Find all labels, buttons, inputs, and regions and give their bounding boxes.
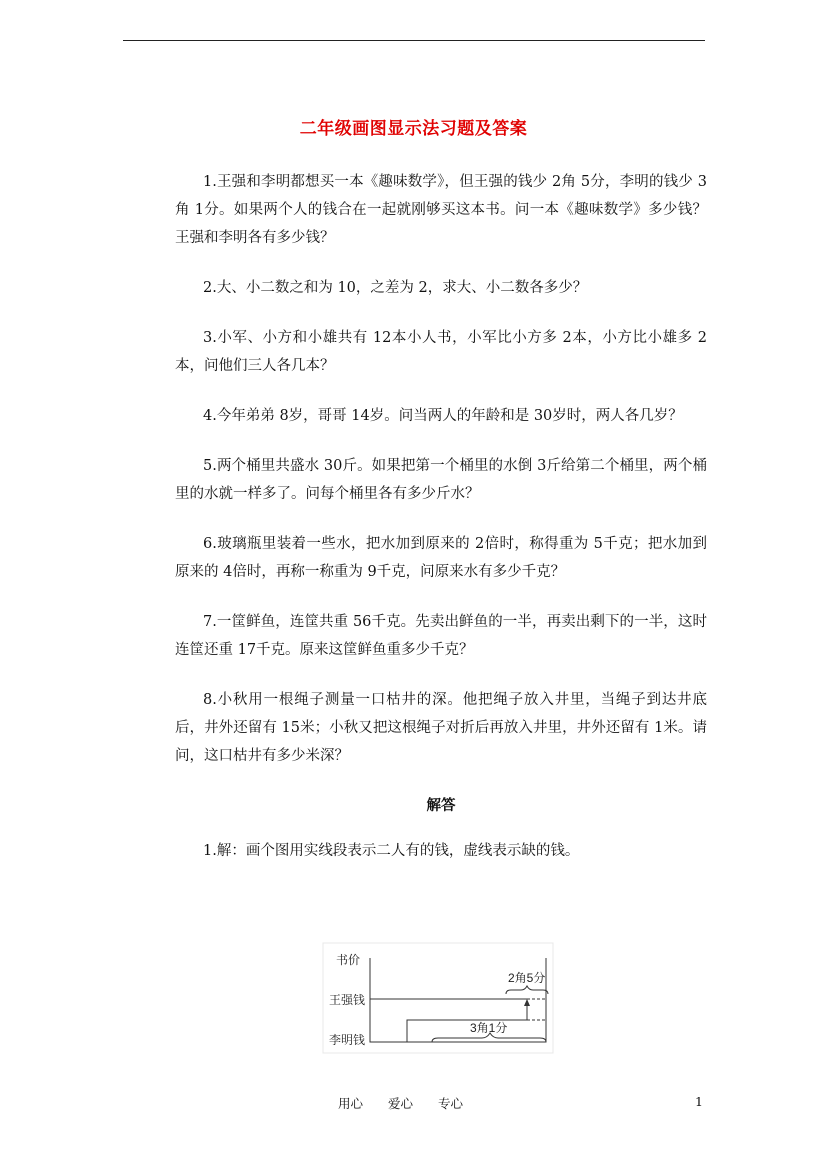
question-1: 1.王强和李明都想买一本《趣味数学》，但王强的钱少 2角 5分，李明的钱少 3角 1分。如果两个人的钱合在一起就刚够买这本书。问一本《趣味数学》多少钱？王强和李明各有多少钱？ bbox=[175, 174, 707, 246]
page-title: 二年级画图显示法习题及答案 bbox=[299, 119, 528, 139]
question-2: 2.大、小二数之和为 10，之差为 2，求大、小二数各多少？ bbox=[203, 280, 588, 296]
answers-heading: 解答 bbox=[426, 797, 456, 814]
question-4: 4.今年弟弟 8岁，哥哥 14岁。问当两人的年龄和是 30岁时，两人各几岁？ bbox=[203, 408, 683, 424]
label-li-money: 李明钱 bbox=[329, 1033, 366, 1047]
label-wang-money: 王强钱 bbox=[329, 993, 366, 1007]
footer-item: 用心 bbox=[338, 1096, 364, 1111]
question-3: 3.小军、小方和小雄共有 12本小人书，小军比小方多 2本，小方比小雄多 2本，问他们三人各几本？ bbox=[175, 330, 707, 374]
question-8: 8.小秋用一根绳子测量一口枯井的深。他把绳子放入井里，当绳子到达井底后，井外还留有 15米；小秋又把这根绳子对折后再放入井里，井外还留有 1米。请问，这口枯井有多少米深？ bbox=[175, 692, 707, 764]
header-rule bbox=[123, 40, 705, 41]
page-number: 1 bbox=[695, 1094, 703, 1109]
line-segment-diagram bbox=[322, 942, 554, 1054]
question-6: 6.玻璃瓶里装着一些水，把水加到原来的 2倍时，称得重为 5千克；把水加到原来的 4倍时，再称一称重为 9千克，问原来水有多少千克？ bbox=[175, 536, 707, 580]
footer-item: 爱心 bbox=[388, 1096, 414, 1111]
question-5: 5.两个桶里共盛水 30斤。如果把第一个桶里的水倒 3斤给第二个桶里，两个桶里的水就一样多了。问每个桶里各有多少斤水？ bbox=[175, 458, 707, 502]
answer-1: 1.解：画个图用实线段表示二人有的钱，虚线表示缺的钱。 bbox=[203, 843, 580, 859]
label-3jiao1fen: 3角1分 bbox=[470, 1021, 508, 1035]
footer-motto bbox=[338, 1094, 463, 1112]
question-7: 7.一筐鲜鱼，连筐共重 56千克。先卖出鲜鱼的一半，再卖出剩下的一半，这时连筐还重 17千克。原来这筐鲜鱼重多少千克？ bbox=[175, 614, 707, 658]
footer-item: 专心 bbox=[438, 1096, 464, 1111]
label-book-price: 书价 bbox=[336, 953, 361, 967]
label-2jiao5fen: 2角5分 bbox=[508, 971, 546, 985]
document-body bbox=[175, 168, 707, 887]
